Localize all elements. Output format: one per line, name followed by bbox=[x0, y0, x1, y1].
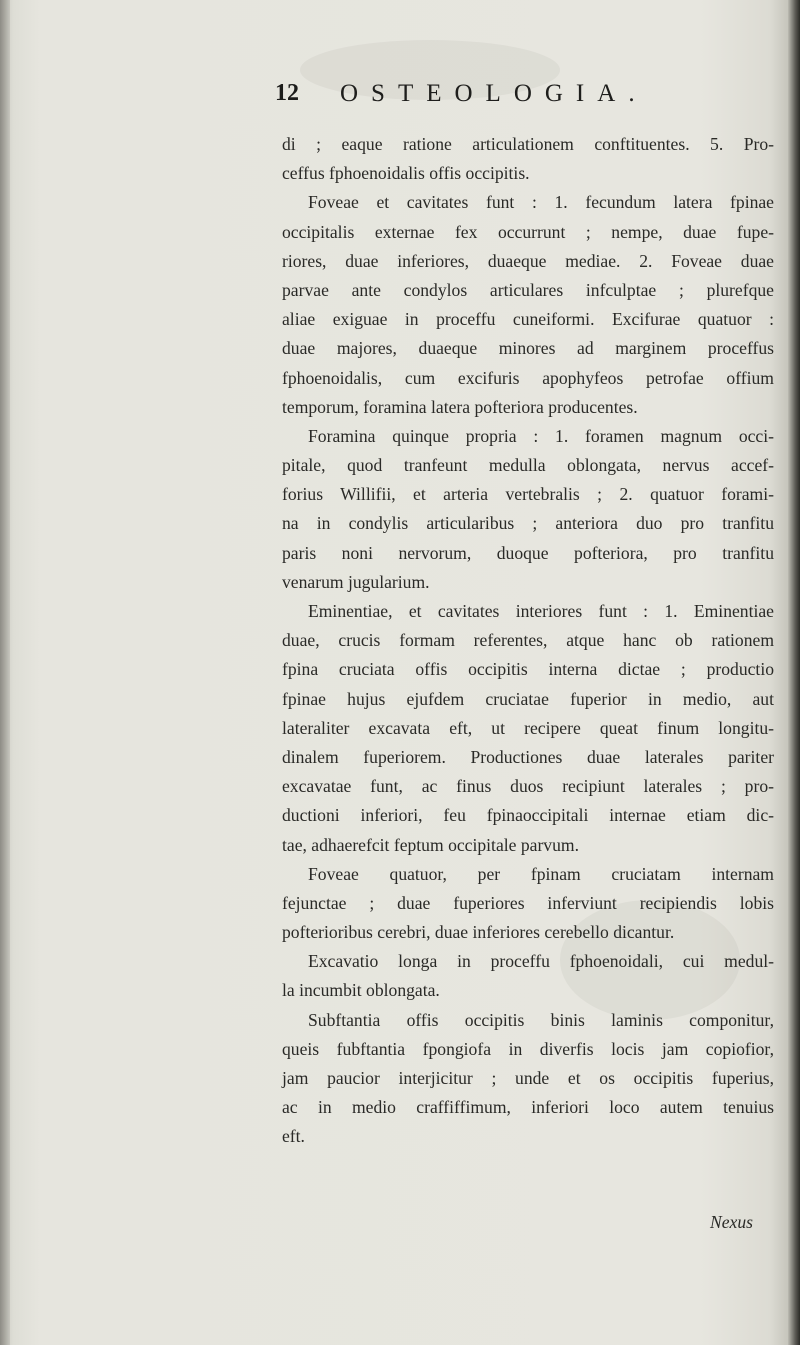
text-line: eft. bbox=[282, 1126, 305, 1147]
text-line: fpina cruciata offis occipitis interna dictae ; productio bbox=[282, 659, 774, 680]
text-line: ceffus fphoenoidalis offis occipitis. bbox=[282, 163, 530, 184]
page-number: 12 bbox=[275, 80, 299, 106]
text-line: occipitalis externae fex occurrunt ; nempe, duae fupe- bbox=[282, 221, 774, 242]
text-line: temporum, foramina latera pofteriora producentes. bbox=[282, 396, 638, 417]
running-head: OSTEOLOGIA. bbox=[340, 80, 648, 107]
text-line: Excavatio longa in proceffu fphoenoidali, cui medul- bbox=[308, 951, 774, 972]
text-line: paris noni nervorum, duoque pofteriora, pro tranfitu bbox=[282, 542, 774, 563]
text-line: Foveae et cavitates funt : 1. fecundum latera fpinae bbox=[308, 192, 774, 213]
body-text bbox=[282, 130, 774, 1152]
text-line: dinalem fuperiorem. Productiones duae laterales pariter bbox=[282, 746, 774, 767]
text-line: pitale, quod tranfeunt medulla oblongata, nervus accef- bbox=[282, 455, 774, 476]
text-line: tae, adhaerefcit feptum occipitale parvum. bbox=[282, 834, 579, 855]
text-line: Subftantia offis occipitis binis laminis componitur, bbox=[308, 1009, 774, 1030]
text-line: parvae ante condylos articulares infculptae ; plurefque bbox=[282, 279, 774, 300]
text-line: pofterioribus cerebri, duae inferiores cerebello dicantur. bbox=[282, 922, 675, 943]
text-line: di ; eaque ratione articulationem conftituentes. 5. Pro- bbox=[282, 134, 774, 154]
text-line: duae majores, duaeque minores ad marginem proceffus bbox=[282, 338, 774, 359]
text-line: Foramina quinque propria : 1. foramen magnum occi- bbox=[308, 425, 774, 446]
text-line: fphoenoidalis, cum excifuris apophyfeos petrofae offium bbox=[282, 367, 774, 388]
text-line: riores, duae inferiores, duaeque mediae. 2. Foveae duae bbox=[282, 250, 774, 271]
text-line: la incumbit oblongata. bbox=[282, 980, 440, 1001]
catchword: Nexus bbox=[710, 1212, 753, 1232]
text-line: aliae exiguae in proceffu cuneiformi. Excifurae quatuor : bbox=[282, 309, 774, 330]
text-line: venarum jugularium. bbox=[282, 571, 430, 592]
text-line: ductioni inferiori, feu fpinaoccipitali internae etiam dic- bbox=[282, 805, 774, 826]
text-line: ac in medio craffiffimum, inferiori loco autem tenuius bbox=[282, 1097, 774, 1118]
text-line: fejunctae ; duae fuperiores inferviunt recipiendis lobis bbox=[282, 892, 774, 913]
text-line: Foveae quatuor, per fpinam cruciatam internam bbox=[308, 863, 774, 884]
text-line: queis fubftantia fpongiofa in diverfis locis jam copiofior, bbox=[282, 1038, 774, 1059]
text-line: fpinae hujus ejufdem cruciatae fuperior in medio, aut bbox=[282, 688, 774, 709]
text-line: lateraliter excavata eft, ut recipere queat finum longitu- bbox=[282, 717, 774, 738]
text-line: Eminentiae, et cavitates interiores funt : 1. Eminentiae bbox=[308, 601, 774, 621]
book-spine-edge bbox=[788, 0, 800, 1345]
text-line: excavatae funt, ac finus duos recipiunt laterales ; pro- bbox=[282, 776, 774, 797]
text-line: na in condylis articularibus ; anteriora duo pro tranfitu bbox=[282, 513, 774, 534]
text-line: jam paucior interjicitur ; unde et os occipitis fuperius, bbox=[282, 1068, 774, 1088]
text-line: forius Willifii, et arteria vertebralis ; 2. quatuor forami- bbox=[282, 484, 774, 505]
page-header bbox=[0, 80, 788, 114]
text-line: duae, crucis formam referentes, atque hanc ob rationem bbox=[282, 630, 774, 651]
